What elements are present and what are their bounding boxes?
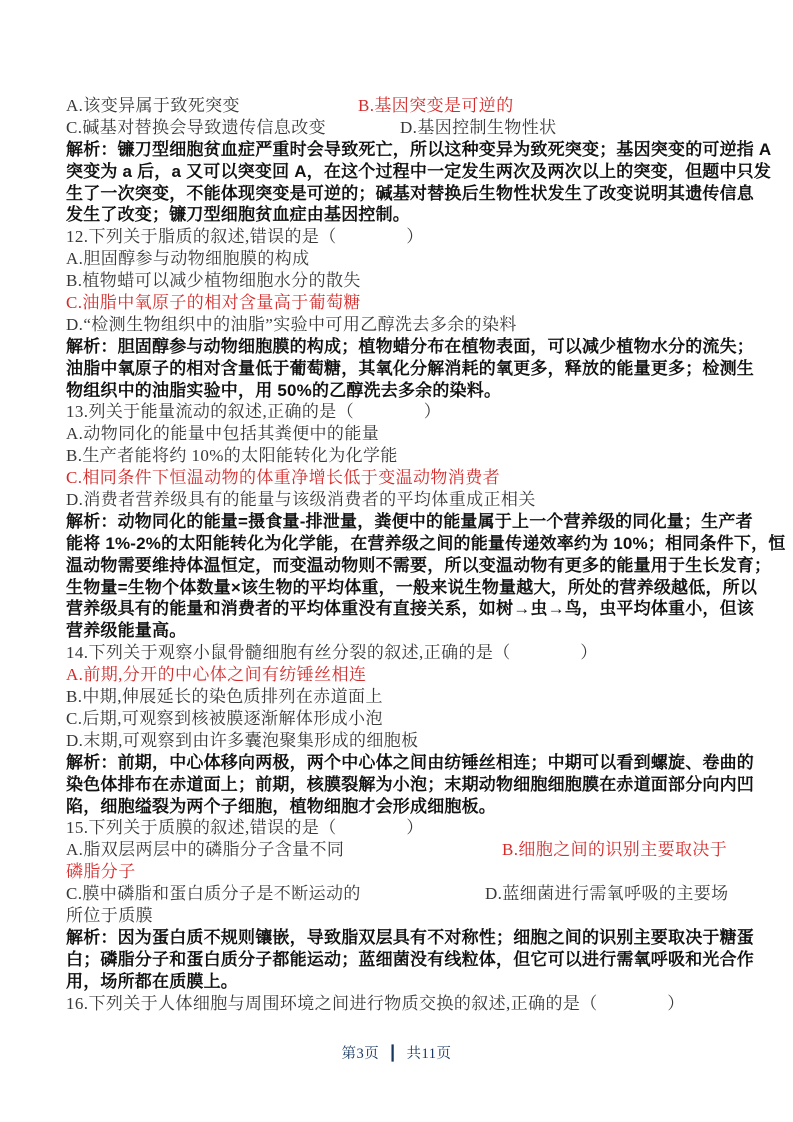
footer-separator: ┃ bbox=[388, 1046, 398, 1062]
text-line bbox=[66, 686, 738, 708]
question-text: C.碱基对替换会导致遗传信息改变 bbox=[66, 117, 326, 137]
text-line bbox=[66, 861, 738, 883]
text-line bbox=[66, 949, 754, 971]
text-line bbox=[66, 993, 738, 1015]
question-text: 13.列关于能量流动的叙述,正确的是（ ） bbox=[66, 402, 442, 422]
text-line bbox=[66, 664, 738, 686]
text-line bbox=[66, 292, 738, 314]
answer-text: A.前期,分开的中心体之间有纺锤丝相连 bbox=[66, 665, 367, 685]
question-text: 14.下列关于观察小鼠骨髓细胞有丝分裂的叙述,正确的是（ ） bbox=[66, 643, 598, 663]
analysis-text: 白；磷脂分子和蛋白质分子都能运动；蓝细菌没有线粒体，但它可以进行需氧呼吸和光合作 bbox=[66, 949, 754, 969]
footer-total-pages: 共11页 bbox=[406, 1046, 452, 1062]
analysis-text: 物组织中的油脂实验中，用 50%的乙醇洗去多余的染料。 bbox=[66, 380, 502, 400]
text-line bbox=[66, 817, 738, 839]
question-text: 12.下列关于脂质的叙述,错误的是（ ） bbox=[66, 227, 424, 247]
analysis-text: 解析：前期，中心体移向两极，两个中心体之间由纺锤丝相连；中期可以看到螺旋、卷曲的 bbox=[66, 752, 754, 772]
text-line bbox=[66, 489, 738, 511]
text-line bbox=[66, 117, 738, 139]
analysis-text: 解析：因为蛋白质不规则镶嵌，导致脂双层具有不对称性；细胞之间的识别主要取决于糖蛋 bbox=[66, 927, 754, 947]
question-text: A.胆固醇参与动物细胞膜的构成 bbox=[66, 249, 310, 269]
text-line bbox=[66, 839, 738, 861]
answer-text: B.基因突变是可逆的 bbox=[358, 96, 514, 115]
analysis-text: 能将 1%-2%的太阳能转化为化学能，在营养级之间的能量传递效率约为 10%；相同条件下，恒 bbox=[66, 533, 786, 553]
text-line bbox=[66, 380, 738, 402]
question-text: C.膜中磷脂和蛋白质分子是不断运动的 bbox=[66, 884, 361, 904]
analysis-text: 用，场所都在质膜上。 bbox=[66, 971, 238, 991]
question-text: D.消费者营养级具有的能量与该级消费者的平均体重成正相关 bbox=[66, 490, 536, 510]
text-line bbox=[66, 314, 738, 336]
text-line bbox=[66, 796, 738, 818]
question-text: A.该变异属于致死突变 bbox=[66, 96, 240, 115]
page-footer bbox=[0, 1042, 793, 1063]
text-line bbox=[66, 183, 754, 205]
text-line bbox=[66, 598, 754, 620]
text-line bbox=[66, 467, 738, 489]
analysis-text: 解析：胆固醇参与动物细胞膜的构成；植物蜡分布在植物表面，可以减少植物水分的流失； bbox=[66, 336, 754, 356]
analysis-text: 突变为 a 后，a 又可以突变回 A，在这个过程中一定发生两次及两次以上的突变，但题中只发 bbox=[66, 161, 772, 181]
text-line bbox=[66, 161, 772, 183]
text-line bbox=[66, 511, 753, 533]
text-line bbox=[66, 905, 738, 927]
question-text: D.基因控制生物性状 bbox=[400, 117, 557, 137]
question-text: B.植物蜡可以减少植物细胞水分的散失 bbox=[66, 271, 361, 291]
text-line bbox=[66, 139, 772, 161]
text-line bbox=[66, 248, 738, 270]
text-line bbox=[66, 774, 754, 796]
text-line bbox=[66, 752, 754, 774]
answer-text: C.油脂中氧原子的相对含量高于葡萄糖 bbox=[66, 293, 361, 313]
analysis-text: 温动物需要维持体温恒定，而变温动物则不需要，所以变温动物有更多的能量用于生长发育； bbox=[66, 555, 772, 575]
question-text: B.生产者能将约 10%的太阳能转化为化学能 bbox=[66, 446, 398, 466]
answer-text: B.细胞之间的识别主要取决于 bbox=[502, 840, 728, 860]
text-line bbox=[66, 577, 758, 599]
text-line bbox=[66, 555, 772, 577]
answer-text: 磷脂分子 bbox=[66, 862, 136, 882]
analysis-text: 生了一次突变，不能体现突变是可逆的；碱基对替换后生物性状发生了改变说明其遗传信息 bbox=[66, 183, 754, 203]
question-text: 15.下列关于质膜的叙述,错误的是（ ） bbox=[66, 818, 424, 838]
document-body bbox=[66, 95, 786, 1014]
question-text: D.末期,可观察到由许多囊泡聚集形成的细胞板 bbox=[66, 730, 419, 750]
text-line bbox=[66, 730, 738, 752]
text-line bbox=[66, 445, 738, 467]
text-line bbox=[66, 95, 738, 117]
analysis-text: 染色体排布在赤道面上；前期，核膜裂解为小泡；末期动物细胞细胞膜在赤道面部分向内凹 bbox=[66, 774, 754, 794]
question-text: D.“检测生物组织中的油脂”实验中可用乙醇洗去多余的染料 bbox=[66, 314, 517, 334]
text-line bbox=[66, 336, 754, 358]
text-line bbox=[66, 642, 738, 664]
text-line bbox=[66, 883, 738, 905]
text-line bbox=[66, 533, 786, 555]
text-line bbox=[66, 226, 738, 248]
question-text: A.动物同化的能量中包括其粪便中的能量 bbox=[66, 424, 380, 444]
analysis-text: 营养级能量高。 bbox=[66, 621, 187, 641]
question-text: 所位于质膜 bbox=[66, 905, 153, 925]
question-text: 16.下列关于人体细胞与周围环境之间进行物质交换的叙述,正确的是（ ） bbox=[66, 993, 685, 1013]
question-text: B.中期,伸展延长的染色质排列在赤道面上 bbox=[66, 687, 383, 707]
text-line bbox=[66, 927, 754, 949]
analysis-text: 营养级具有的能量和消费者的平均体重没有直接关系，如树→虫→鸟，虫平均体重小，但该 bbox=[66, 599, 754, 619]
text-line bbox=[66, 270, 738, 292]
analysis-text: 发生了改变；镰刀型细胞贫血症由基因控制。 bbox=[66, 205, 410, 225]
text-line bbox=[66, 708, 738, 730]
text-line bbox=[66, 204, 738, 226]
question-text: A.脂双层两层中的磷脂分子含量不同 bbox=[66, 840, 345, 860]
analysis-text: 解析：动物同化的能量=摄食量-排泄量，粪便中的能量属于上一个营养级的同化量；生产者 bbox=[66, 511, 753, 531]
analysis-text: 油脂中氧原子的相对含量低于葡萄糖，其氧化分解消耗的氧更多，释放的能量更多；检测生 bbox=[66, 358, 754, 378]
text-line bbox=[66, 971, 738, 993]
analysis-text: 解析：镰刀型细胞贫血症严重时会导致死亡，所以这种变异为致死突变；基因突变的可逆指 A bbox=[66, 139, 772, 159]
footer-page-number: 第3页 bbox=[341, 1046, 380, 1062]
question-text: D.蓝细菌进行需氧呼吸的主要场 bbox=[485, 884, 729, 904]
answer-text: C.相同条件下恒温动物的体重净增长低于变温动物消费者 bbox=[66, 468, 500, 488]
text-line bbox=[66, 358, 754, 380]
text-line bbox=[66, 423, 738, 445]
text-line bbox=[66, 401, 738, 423]
analysis-text: 陷，细胞缢裂为两个子细胞，植物细胞才会形成细胞板。 bbox=[66, 796, 496, 816]
text-line bbox=[66, 620, 738, 642]
question-text: C.后期,可观察到核被膜逐渐解体形成小泡 bbox=[66, 708, 383, 728]
analysis-text: 生物量=生物个体数量×该生物的平均体重，一般来说生物量越大，所处的营养级越低，所以 bbox=[66, 577, 758, 597]
